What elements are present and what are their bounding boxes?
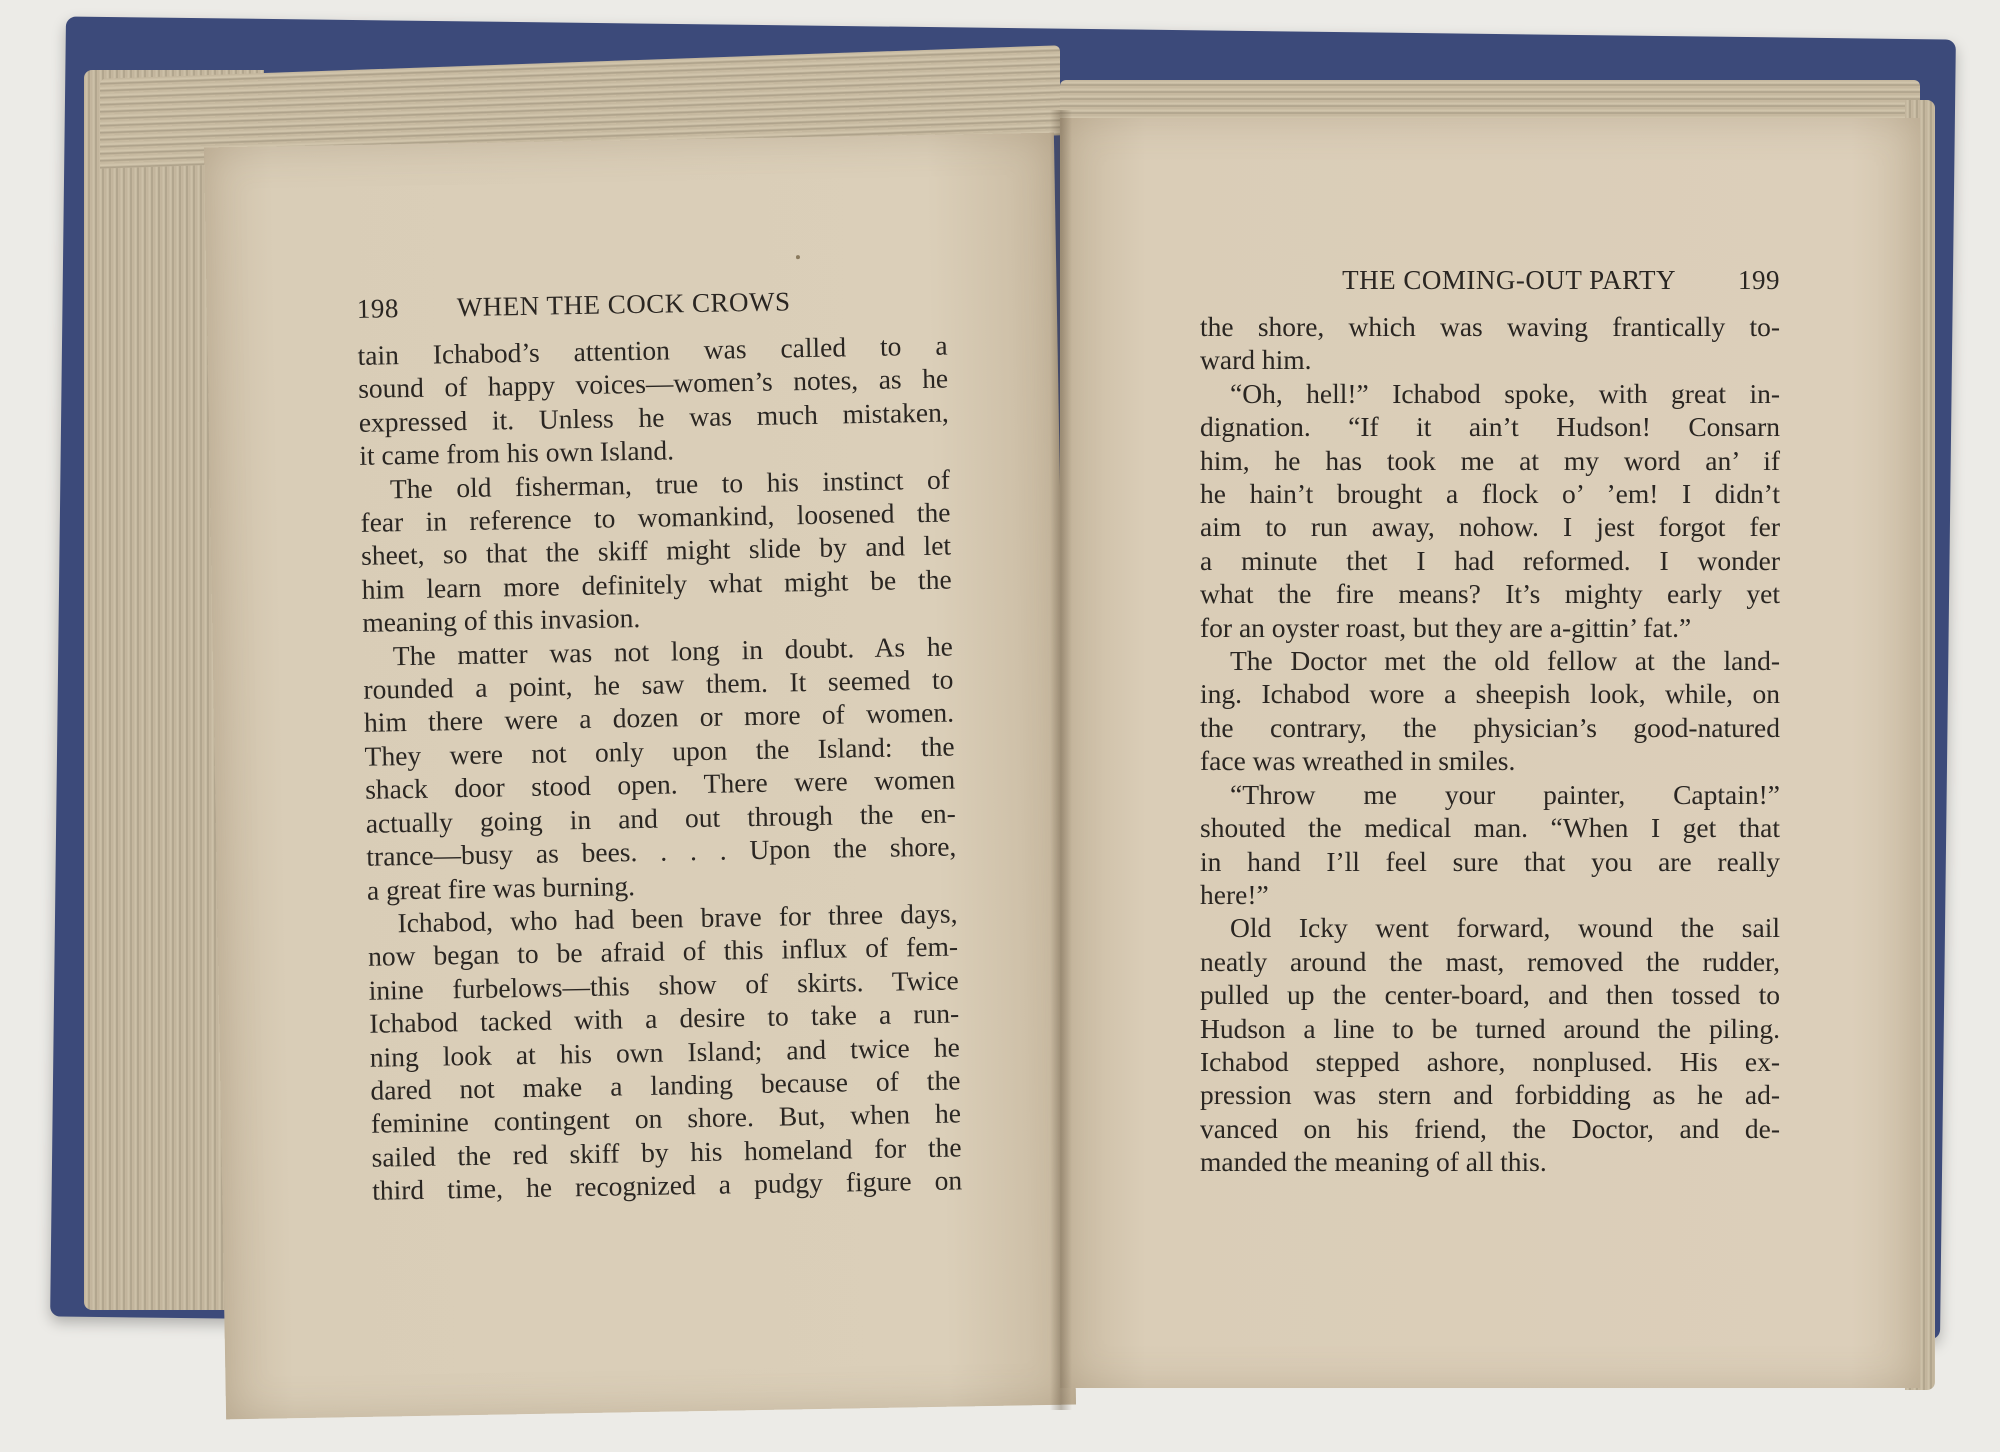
left-body-text xyxy=(357,329,962,1208)
text-line: neatly around the mast, removed the rudder, xyxy=(1200,945,1780,977)
text-line: shouted the medical man. “When I get that xyxy=(1200,812,1780,844)
right-page-number: 199 xyxy=(1738,264,1780,295)
text-line: him learn more definitely what might be the xyxy=(361,563,952,605)
text-line: dared not make a landing because of the xyxy=(370,1064,961,1106)
text-line: meaning of this invasion. xyxy=(362,602,641,639)
text-line: feminine contingent on shore. But, when he xyxy=(370,1097,962,1140)
text-line: Ichabod, who had been brave for three days, xyxy=(397,897,958,939)
text-line: for an oyster roast, but they are a-gittin’ fat.” xyxy=(1200,611,1692,643)
left-page xyxy=(204,133,1076,1420)
left-running-title: WHEN THE COCK CROWS xyxy=(456,285,791,322)
text-line: dignation. “If it ain’t Hudson! Consarn xyxy=(1200,411,1780,443)
text-line: tain Ichabod’s attention was called to a xyxy=(357,329,948,371)
text-line: ing. Ichabod wore a sheepish look, while, on xyxy=(1200,678,1780,710)
text-line: The old fisherman, true to his instinct of xyxy=(389,463,951,504)
text-line: sheet, so that the skiff might slide by and let xyxy=(360,529,952,572)
text-line: Ichabod stepped ashore, nonplused. His ex- xyxy=(1200,1045,1780,1077)
text-line: ning look at his own Island; and twice he xyxy=(369,1030,961,1073)
text-line: shack door stood open. There were women xyxy=(364,763,956,806)
text-line: trance—busy as bees. . . . Upon the shore, xyxy=(366,830,957,872)
right-page xyxy=(1060,118,1920,1388)
text-line: Hudson a line to be turned around the piling. xyxy=(1200,1012,1780,1044)
text-line: him there were a dozen or more of women. xyxy=(363,696,955,739)
text-line: expressed it. Unless he was much mistaken, xyxy=(358,396,949,438)
text-line: a minute thet I had reformed. I wonder xyxy=(1200,544,1780,576)
text-line: what the fire means? It’s mighty early yet xyxy=(1200,578,1780,610)
right-running-head xyxy=(1200,256,1780,304)
text-line: sound of happy voices—women’s notes, as he xyxy=(357,362,949,405)
text-line: third time, he recognized a pudgy figure on xyxy=(371,1164,963,1206)
text-line: vanced on his friend, the Doctor, and de- xyxy=(1200,1112,1780,1144)
right-running-title: THE COMING-OUT PARTY xyxy=(1342,264,1676,295)
right-body-text xyxy=(1200,310,1780,1179)
text-line: “Oh, hell!” Ichabod spoke, with great in- xyxy=(1230,377,1780,409)
text-line: pulled up the center-board, and then tossed to xyxy=(1200,979,1780,1011)
text-line: actually going in and out through the en- xyxy=(365,797,956,839)
text-line: manded the meaning of all this. xyxy=(1200,1146,1547,1178)
text-line: pression was stern and forbidding as he ad- xyxy=(1200,1079,1780,1111)
text-line: ward him. xyxy=(1200,344,1312,376)
text-line: in hand I’ll feel sure that you are really xyxy=(1200,845,1780,877)
text-line: him, he has took me at my word an’ if xyxy=(1200,444,1780,476)
right-page-content xyxy=(1200,256,1780,1179)
text-line: it came from his own Island. xyxy=(359,434,675,472)
text-line: aim to run away, nohow. I jest forgot fer xyxy=(1200,511,1780,543)
left-page-content xyxy=(356,275,962,1208)
text-line: Ichabod tacked with a desire to take a run- xyxy=(369,997,960,1039)
text-line: The Doctor met the old fellow at the land- xyxy=(1230,645,1780,677)
text-line: here!” xyxy=(1200,878,1269,910)
text-line: the contrary, the physician’s good-natured xyxy=(1200,711,1780,743)
text-line: a great fire was burning. xyxy=(366,869,636,906)
text-line: now began to be afraid of this influx of fem- xyxy=(367,930,959,973)
text-line: They were not only upon the Island: the xyxy=(364,730,955,772)
text-line: fear in reference to womankind, loosened the xyxy=(360,496,951,538)
text-line: the shore, which was waving frantically to- xyxy=(1200,311,1780,342)
paper-speck xyxy=(796,255,800,259)
text-line: rounded a point, he saw them. It seemed to xyxy=(363,663,954,705)
text-line: he hain’t brought a flock o’ ’em! I didn’t xyxy=(1200,478,1780,510)
text-line: Old Icky went forward, wound the sail xyxy=(1230,912,1780,944)
left-page-number: 198 xyxy=(356,292,400,324)
book-gutter xyxy=(1050,110,1072,1410)
left-running-head xyxy=(356,275,947,333)
text-line: face was wreathed in smiles. xyxy=(1200,745,1516,777)
text-line: sailed the red skiff by his homeland for the xyxy=(371,1131,962,1173)
text-line: The matter was not long in doubt. As he xyxy=(392,630,954,671)
text-line: “Throw me your painter, Captain!” xyxy=(1230,778,1780,810)
text-line: inine furbelows—this show of skirts. Twice xyxy=(368,964,959,1006)
